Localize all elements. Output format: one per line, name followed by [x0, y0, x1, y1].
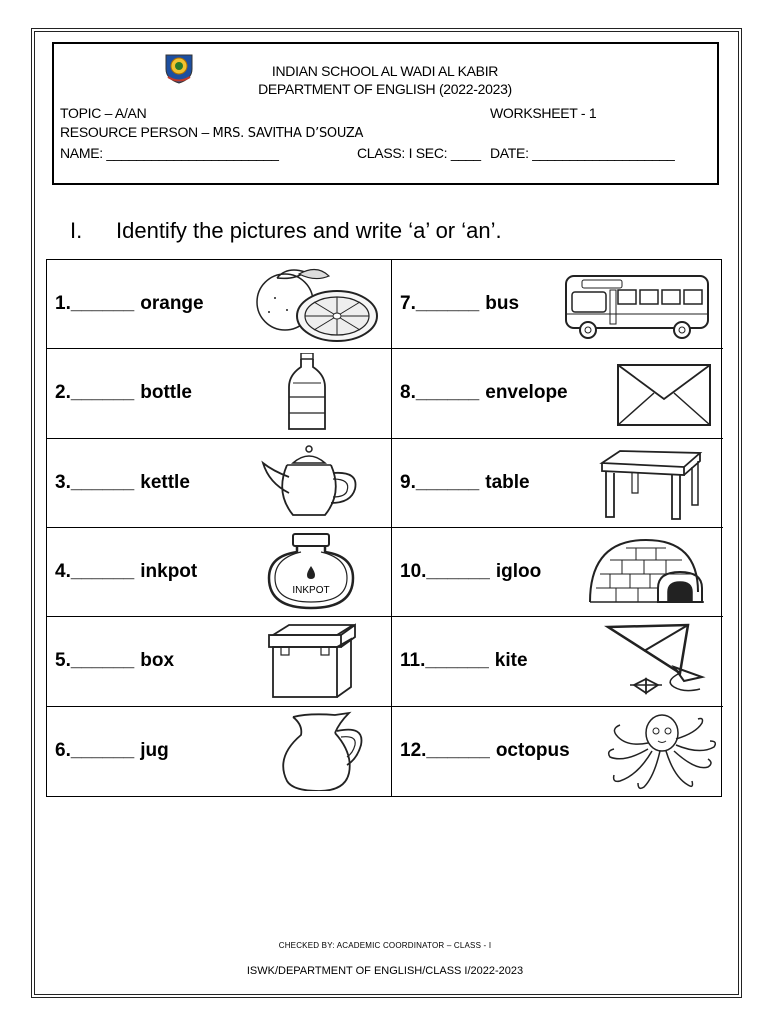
resource-name: MRS. SAVITHA D’SOUZA: [212, 126, 364, 141]
exercise-cell: [392, 707, 723, 796]
exercise-table: [46, 259, 722, 797]
inkpot-label: INKPOT: [292, 585, 330, 596]
answer-blank[interactable]: 9.______: [400, 471, 480, 493]
exercise-item: [400, 650, 528, 672]
item-word: kite: [494, 650, 528, 672]
item-word: table: [485, 471, 530, 493]
item-word: igloo: [495, 561, 542, 583]
answer-blank[interactable]: 5.______: [55, 650, 135, 672]
answer-blank[interactable]: 6.______: [55, 740, 135, 762]
resource-person: [60, 124, 363, 141]
answer-blank[interactable]: 11.______: [400, 650, 489, 672]
table-icon: [596, 443, 704, 523]
instruction: [70, 218, 502, 244]
exercise-cell: [392, 260, 723, 349]
answer-blank[interactable]: 12.______: [400, 740, 490, 762]
orange-icon: [247, 264, 387, 344]
item-word: kettle: [140, 471, 190, 493]
exercise-item: [400, 293, 519, 315]
jug-icon: [269, 711, 369, 791]
answer-blank[interactable]: 1.______: [55, 293, 135, 315]
exercise-item: [55, 472, 190, 494]
checked-by-note: CHECKED BY: ACADEMIC COORDINATOR – CLASS - I: [278, 941, 492, 950]
exercise-item: [55, 561, 197, 583]
item-word: box: [140, 650, 175, 672]
instruction-number: I.: [70, 218, 83, 243]
answer-blank[interactable]: 3.______: [55, 471, 135, 493]
answer-blank[interactable]: 8.______: [400, 382, 480, 404]
school-name: INDIAN SCHOOL AL WADI AL KABIR: [271, 63, 499, 79]
item-word: bottle: [140, 382, 192, 404]
worksheet-label: WORKSHEET - 1: [490, 105, 597, 121]
answer-blank[interactable]: 7.______: [400, 293, 480, 315]
box-icon: [261, 621, 361, 701]
exercise-cell: [392, 439, 723, 528]
exercise-item: [55, 740, 169, 762]
bus-icon: [562, 264, 712, 344]
octopus-icon: [604, 711, 720, 791]
exercise-item: [400, 740, 570, 762]
footer-text: ISWK/DEPARTMENT OF ENGLISH/CLASS I/2022-2023: [246, 965, 524, 977]
answer-blank[interactable]: 10.______: [400, 561, 490, 583]
item-word: inkpot: [140, 561, 198, 583]
exercise-item: [55, 293, 204, 315]
exercise-cell: [47, 439, 392, 528]
class-field: CLASS: I SEC: ____: [357, 145, 481, 161]
exercise-item: [400, 472, 530, 494]
inkpot-icon: [263, 532, 359, 612]
kettle-icon: [257, 443, 367, 523]
exercise-cell: [392, 528, 723, 617]
exercise-cell: [47, 528, 392, 617]
exercise-cell: [47, 349, 392, 438]
envelope-icon: [614, 353, 714, 433]
resource-label: RESOURCE PERSON –: [60, 124, 209, 140]
exercise-item: [55, 650, 174, 672]
igloo-icon: [586, 532, 708, 612]
exercise-item: [400, 561, 541, 583]
exercise-cell: [392, 617, 723, 706]
exercise-item: [55, 382, 192, 404]
department-title: DEPARTMENT OF ENGLISH (2022-2023): [258, 81, 512, 97]
answer-blank[interactable]: 4.______: [55, 561, 135, 583]
name-field: NAME: _______________________: [60, 145, 279, 161]
bottle-icon: [277, 353, 337, 433]
exercise-cell: [47, 260, 392, 349]
instruction-text: Identify the pictures and write ‘a’ or ‘an’.: [116, 218, 502, 243]
exercise-cell: [47, 617, 392, 706]
answer-blank[interactable]: 2.______: [55, 382, 135, 404]
item-word: octopus: [495, 740, 570, 762]
topic-label: TOPIC – A/AN: [60, 105, 147, 121]
date-field: DATE: ___________________: [490, 145, 675, 161]
exercise-cell: [47, 707, 392, 796]
item-word: bus: [485, 293, 520, 315]
item-word: orange: [140, 293, 204, 315]
item-word: envelope: [485, 382, 568, 404]
exercise-item: [400, 382, 568, 404]
item-word: jug: [140, 740, 169, 762]
exercise-cell: [392, 349, 723, 438]
kite-icon: [604, 621, 708, 701]
